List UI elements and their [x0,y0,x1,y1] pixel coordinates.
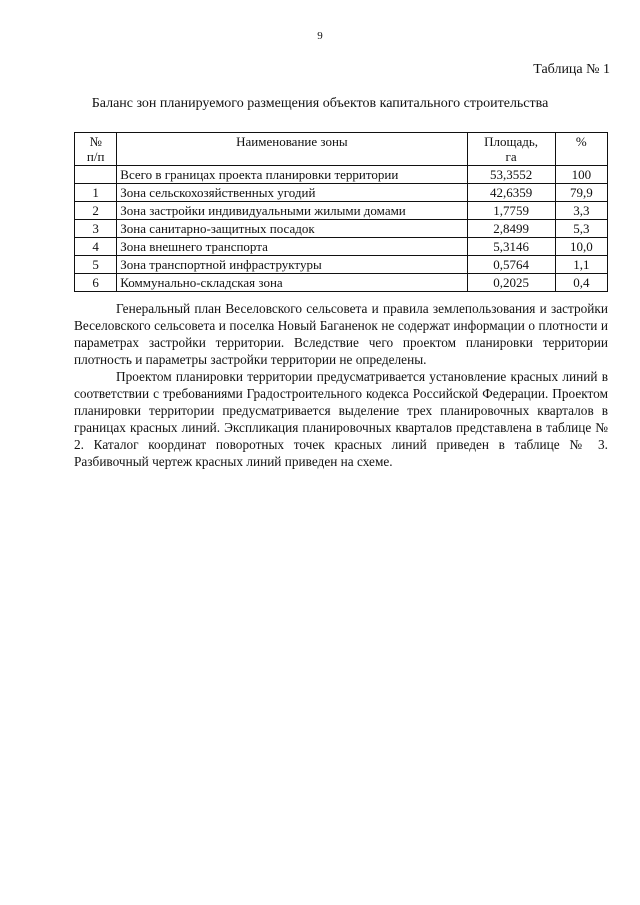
zone-balance-table [74,132,608,292]
row-area: 0,5764 [467,256,555,274]
body-text [74,300,608,470]
row-percent: 79,9 [555,184,607,202]
table-header-row [75,133,608,166]
row-area: 42,6359 [467,184,555,202]
row-zone-name: Зона внешнего транспорта [117,238,467,256]
table-row [75,274,608,292]
row-percent: 10,0 [555,238,607,256]
row-number [75,166,117,184]
header-area-line1: Площадь, [484,134,539,149]
row-area: 5,3146 [467,238,555,256]
row-zone-name: Зона санитарно-защитных посадок [117,220,467,238]
table-row [75,166,608,184]
table-row [75,184,608,202]
header-zone-name: Наименование зоны [117,133,467,166]
header-area-line2: га [505,149,517,164]
row-zone-name: Зона сельскохозяйственных угодий [117,184,467,202]
row-number: 1 [75,184,117,202]
row-area: 1,7759 [467,202,555,220]
header-number-line2: п/п [86,149,105,164]
table-row [75,220,608,238]
row-area: 53,3552 [467,166,555,184]
table-title: Баланс зон планируемого размещения объектов капитального строительства [91,96,549,111]
header-number [75,133,117,166]
paragraph-red-lines: Проектом планировки территории предусматривается установление красных линий в соответствии с требованиями Градостроительного кодекса Российской Федерации. Проектом планировки территории предусматривается выделение трех планировочных кварталов в границах красных линий. Экспликация планировочных кварталов представлена в таблице № 2. Каталог координат поворотных точек красных линий приведен в таблице № 3. Разбивочный чертеж красных линий приведен на схеме. [74,369,608,469]
row-number: 4 [75,238,117,256]
row-percent: 1,1 [555,256,607,274]
row-zone-name: Зона транспортной инфраструктуры [117,256,467,274]
row-number: 6 [75,274,117,292]
header-area [467,133,555,166]
header-number-line1: № [89,134,102,149]
row-percent: 100 [555,166,607,184]
table-row [75,202,608,220]
row-percent: 0,4 [555,274,607,292]
table-body [75,166,608,292]
table-header [75,133,608,166]
row-number: 5 [75,256,117,274]
row-number: 2 [75,202,117,220]
row-zone-name: Коммунально-складская зона [117,274,467,292]
table-row [75,256,608,274]
row-percent: 3,3 [555,202,607,220]
table-label: Таблица № 1 [533,62,610,77]
row-percent: 5,3 [555,220,607,238]
row-number: 3 [75,220,117,238]
row-area: 0,2025 [467,274,555,292]
row-zone-name: Всего в границах проекта планировки территории [117,166,467,184]
row-area: 2,8499 [467,220,555,238]
page-number: 9 [317,30,323,42]
table-row [75,238,608,256]
row-zone-name: Зона застройки индивидуальными жилыми домами [117,202,467,220]
paragraph-density: Генеральный план Веселовского сельсовета и правила землепользования и застройки Веселовского сельсовета и поселка Новый Баганенок не содержат информации о плотности и параметрах застройки территории. Вследствие чего проектом планировки территории плотность и параметры застройки территории не определены. [74,301,608,367]
header-percent: % [555,133,607,166]
